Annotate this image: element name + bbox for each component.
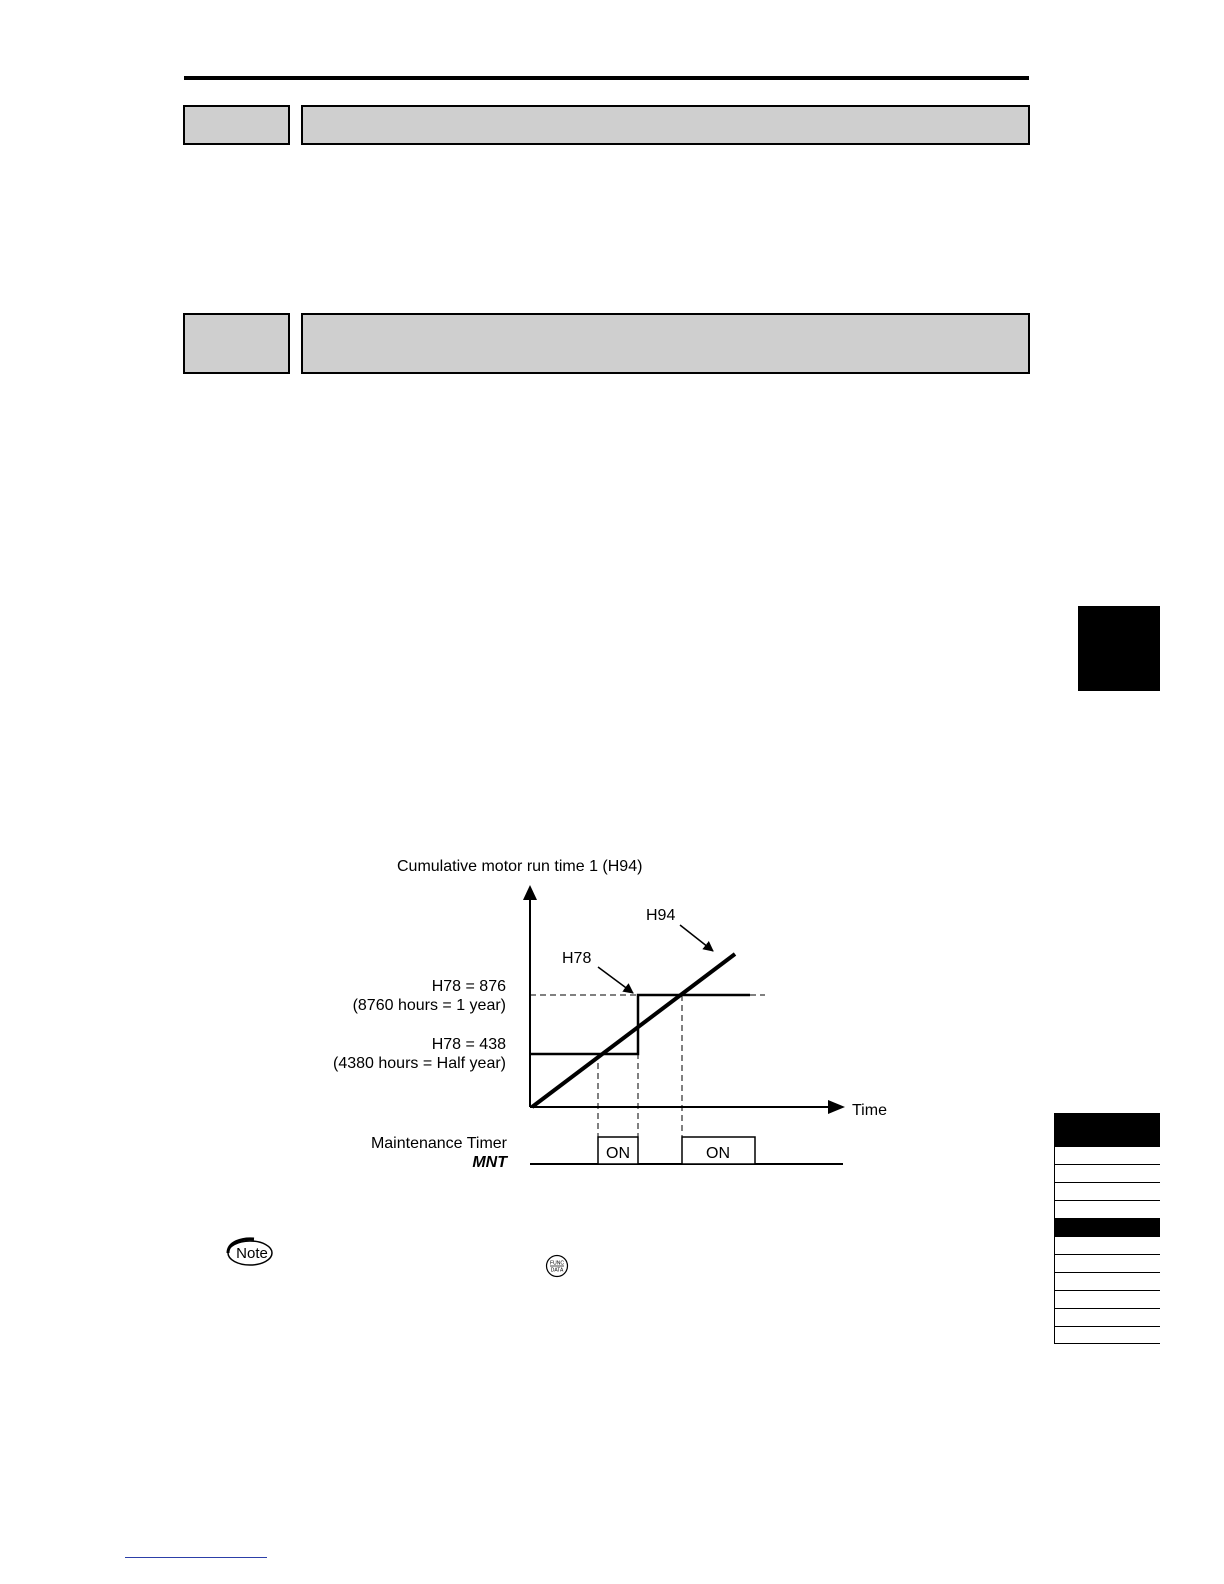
level-low-sub: (4380 hours = Half year) [333,1055,506,1072]
func-key-label-bottom: DATA [550,1267,564,1274]
note-label: Note [236,1245,268,1262]
section-title-box-2 [301,313,1030,374]
pulse1-label: ON [606,1145,630,1162]
index-tab [1054,1182,1160,1200]
index-tab [1054,1326,1160,1344]
signal-name: MNT [472,1154,507,1171]
section-code-box-1 [183,105,290,145]
level-high-sub: (8760 hours = 1 year) [352,997,506,1014]
level-high-label: H78 = 876 [431,978,506,995]
index-tab [1054,1113,1160,1146]
index-tab [1054,1290,1160,1308]
section-code-box-2 [183,313,290,374]
func-key-label-top: FUNC [550,1260,564,1267]
maintenance-timer-diagram [300,845,900,1185]
index-tab [1054,1308,1160,1326]
index-tab [1054,1164,1160,1182]
x-axis-label: Time [852,1102,887,1119]
index-tabs [1054,1113,1160,1344]
signal-title: Maintenance Timer [370,1135,507,1152]
index-tab [1054,1200,1160,1218]
note-icon [222,1236,274,1268]
index-tab [1054,1218,1160,1236]
level-low-label: H78 = 438 [431,1036,506,1053]
index-tab [1054,1146,1160,1164]
index-tab [1054,1236,1160,1254]
func-data-key-icon [545,1254,569,1278]
x-axis-arrow-icon [828,1100,845,1114]
footer-link-underline[interactable] [125,1557,267,1558]
index-tab [1054,1254,1160,1272]
h78-label: H78 [562,950,592,967]
h94-label: H94 [646,907,676,924]
y-axis-arrow-icon [523,885,537,900]
chapter-tab [1078,606,1160,691]
y-axis-title: Cumulative motor run time 1 (H94) [397,858,643,875]
h78-pointer [598,967,633,993]
index-tab [1054,1272,1160,1290]
header-rule [184,76,1029,80]
h94-run-time-line [532,954,735,1107]
section-title-box-1 [301,105,1030,145]
h94-pointer [680,925,713,951]
pulse2-label: ON [706,1145,730,1162]
